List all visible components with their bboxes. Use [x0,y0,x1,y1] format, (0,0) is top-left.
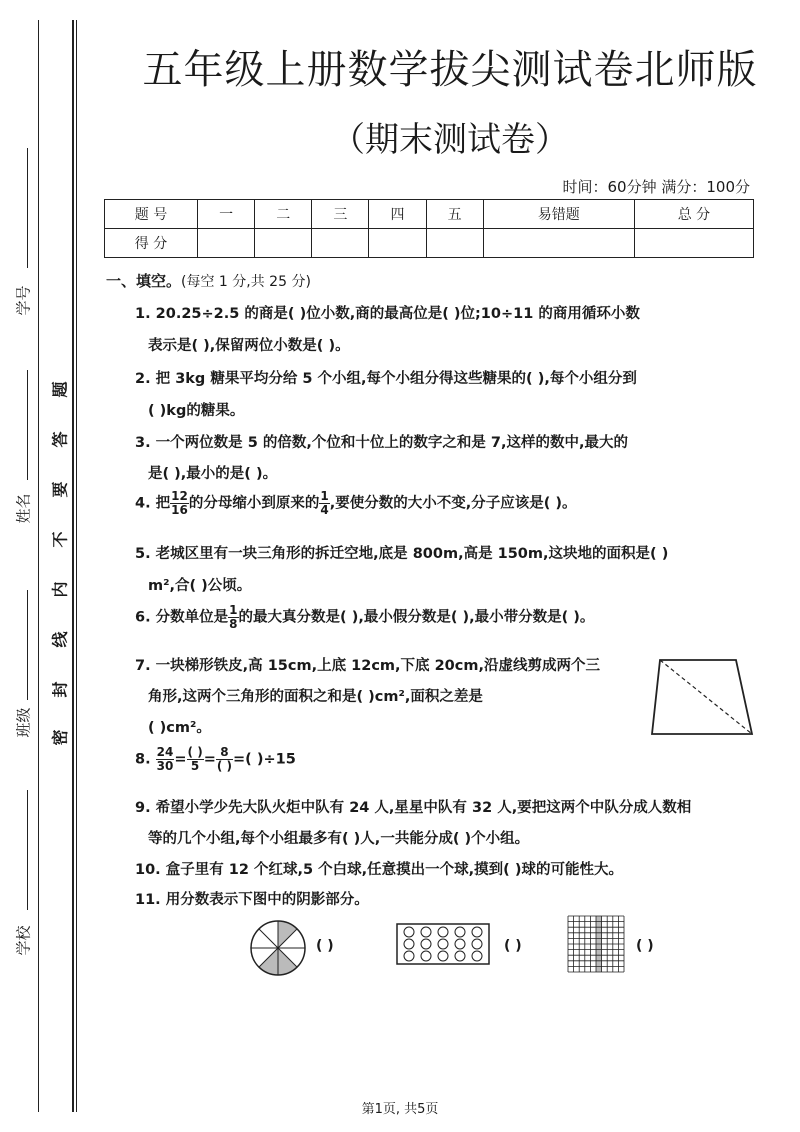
small-circle [404,951,414,961]
table-cell: 一 [198,200,255,229]
fraction [228,604,238,631]
shaded-cell [596,950,602,956]
page-subtitle: （期末测试卷） [331,120,569,160]
question-3-line-1: 3. 一个两位数是 5 的倍数,个位和十位上的数字之和是 7,这样的数中,最大的 [135,435,628,451]
fraction-numerator: 1 [320,489,329,503]
time-info: 时间：60分钟 满分：100分 [562,178,750,196]
score-table-header-row [105,200,754,229]
small-circle [421,939,431,949]
small-circle [438,939,448,949]
small-circle [472,939,482,949]
binding-margin [0,0,100,1132]
q8-label: 8. [135,751,151,768]
shaded-sector [259,948,278,975]
fraction [187,746,204,773]
seal-char: 密 [50,729,70,746]
name-blank[interactable] [27,370,29,480]
table-cell: 四 [369,200,426,229]
small-circle [421,951,431,961]
trapezoid-outline [652,660,752,734]
score-input-cell[interactable] [634,229,753,258]
question-6 [135,604,594,631]
small-circle [472,927,482,937]
fraction-denominator: 8 [229,617,238,631]
q4-text: 的分母缩小到原来的 [188,495,320,512]
score-table [104,199,754,258]
shaded-cell [596,938,602,944]
fraction [319,490,329,517]
seal-char: 要 [50,481,70,498]
margin-line-1 [38,20,39,1112]
student-id-blank[interactable] [27,148,29,268]
q4-text: 4. 把 [135,495,171,512]
margin-line-3 [76,20,77,1112]
small-circle [472,951,482,961]
small-circle [455,951,465,961]
table-cell: 五 [426,200,483,229]
question-10: 10. 盒子里有 12 个红球,5 个白球,任意摸出一个球,摸到( )球的可能性大。 [135,862,623,878]
question-3-line-2: 是( ),最小的是( )。 [148,466,278,482]
fraction-denominator: 30 [156,759,174,773]
grid-figure [567,915,625,973]
fraction-numerator: 24 [156,745,174,759]
score-input-cell[interactable] [198,229,255,258]
student-id-label: 学号 [14,285,33,316]
shaded-cell [596,933,602,939]
section-heading [106,270,311,291]
question-4 [135,490,577,517]
figure-2-blank[interactable]: ( ) [504,938,522,954]
score-input-cell[interactable] [369,229,426,258]
shaded-cell [596,916,602,922]
table-cell: 易错题 [483,200,634,229]
fraction-denominator: 16 [171,503,188,517]
q4-text: ,要使分数的大小不变,分子应该是( )。 [329,495,577,512]
question-8: 8. $\frac{24}{30}$ = $\frac{( )}{5}$ = $\frac{8}{( )}$ =( )÷15 [135,745,296,773]
fraction-numerator: 8 [216,746,233,760]
fraction-denominator: 4 [320,503,329,517]
score-input-cell[interactable] [312,229,369,258]
small-circle [404,927,414,937]
figure-1-blank[interactable]: ( ) [316,938,334,954]
fraction [156,746,175,773]
fraction-numerator: 12 [171,489,188,503]
question-2-line-1: 2. 把 3kg 糖果平均分给 5 个小组,每个小组分得这些糖果的( ),每个小组分到 [135,371,637,387]
fraction-numerator: 1 [229,603,238,617]
fraction-numerator: ( ) [187,745,203,759]
fraction-denominator: 5 [190,759,200,773]
question-9-line-1: 9. 希望小学少先大队火炬中队有 24 人,星星中队有 32 人,要把这两个中队分成人数相 [135,800,692,816]
question-7-line-2: 角形,这两个三角形的面积之和是( )cm²,面积之差是 [148,689,483,705]
school-label: 学校 [14,925,33,956]
question-5-line-1: 5. 老城区里有一块三角形的拆迁空地,底是 800m,高是 150m,这块地的面积是( ) [135,546,669,562]
shaded-cell [596,966,602,972]
table-cell: 三 [312,200,369,229]
shaded-cell [596,927,602,933]
seal-char: 内 [50,581,70,598]
table-cell: 二 [255,200,312,229]
question-9-line-2: 等的几个小组,每个小组最多有( )人,一共能分成( )个小组。 [148,831,530,847]
table-cell: 题 号 [105,200,198,229]
small-circle [438,927,448,937]
school-blank[interactable] [27,790,29,910]
section-note: (每空 1 分,共 25 分) [181,274,311,290]
table-cell: 得 分 [105,229,198,258]
seal-char: 封 [50,681,70,698]
shaded-cell [596,922,602,928]
question-11: 11. 用分数表示下图中的阴影部分。 [135,892,369,908]
section-title: 一、填空。 [106,272,182,290]
seal-char: 答 [50,431,70,448]
small-circle [455,939,465,949]
circles-figure [396,923,490,965]
q8-tail: =( )÷15 [233,751,296,768]
page-title: 五年级上册数学拔尖测试卷北师版 [142,47,758,93]
question-1-line-2: 表示是( ),保留两位小数是( )。 [148,338,350,354]
circles-box-outline [397,924,489,964]
question-2-line-2: ( )kg的糖果。 [148,403,245,419]
table-cell: 总 分 [634,200,753,229]
question-7-line-1: 7. 一块梯形铁皮,高 15cm,上底 12cm,下底 20cm,沿虚线剪成两个三 [135,658,600,674]
score-table-score-row [105,229,754,258]
q6-text: 6. 分数单位是 [135,609,229,626]
small-circle [438,951,448,961]
q6-text: 的最大真分数是( ),最小假分数是( ),最小带分数是( )。 [238,609,595,626]
small-circle [404,939,414,949]
class-label: 班级 [14,707,33,738]
score-input-cell[interactable] [483,229,634,258]
shaded-sector [278,948,297,975]
score-input-cell[interactable] [255,229,312,258]
shaded-cell [596,955,602,961]
shaded-sector [278,921,297,948]
question-1-line-1: 1. 20.25÷2.5 的商是( )位小数,商的最高位是( )位;10÷11 的商用循环小数 [135,306,640,322]
figure-3-blank[interactable]: ( ) [636,938,654,954]
fraction-denominator: ( ) [216,759,232,773]
question-5-line-2: m²,合( )公顷。 [148,578,252,594]
shaded-cell [596,944,602,950]
seal-char: 题 [50,381,70,398]
shaded-cell [596,961,602,967]
seal-char: 线 [50,631,70,648]
score-input-cell[interactable] [426,229,483,258]
seal-char: 不 [50,531,70,548]
small-circle [421,927,431,937]
small-circle [455,927,465,937]
page-footer: 第1页, 共5页 [361,1102,439,1117]
margin-line-2 [72,20,74,1112]
question-7-line-3: ( )cm²。 [148,720,211,736]
trapezoid-figure [648,656,758,738]
pie-figure [248,918,308,978]
fraction [216,746,233,773]
class-blank[interactable] [27,590,29,700]
name-label: 姓名 [14,493,33,524]
fraction [170,490,189,517]
